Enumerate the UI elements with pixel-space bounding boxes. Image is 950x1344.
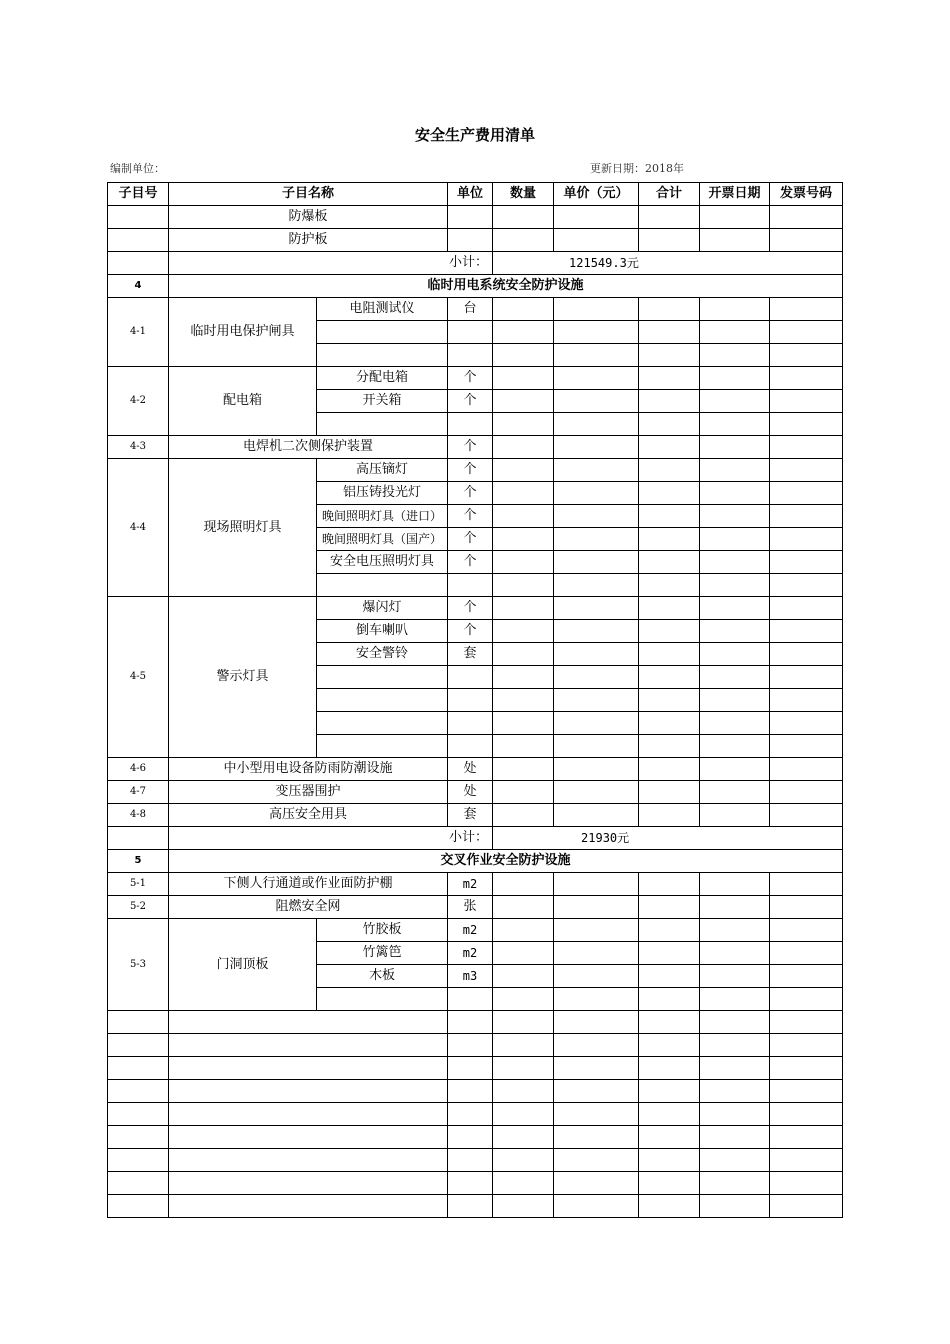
item-code: 4-1 <box>108 298 169 367</box>
empty-row <box>108 1195 843 1218</box>
unit: 个 <box>448 597 493 620</box>
sub-item: 竹胶板 <box>317 919 448 942</box>
subtotal-row <box>108 827 843 850</box>
subtotal-label: 小计： <box>169 827 493 850</box>
table-row <box>108 919 843 942</box>
empty-row <box>108 1011 843 1034</box>
item-name: 配电箱 <box>169 367 317 436</box>
unit: 个 <box>448 505 493 528</box>
sub-item: 分配电箱 <box>317 367 448 390</box>
unit: 处 <box>448 781 493 804</box>
table-row <box>108 206 843 229</box>
table-row <box>108 229 843 252</box>
subtotal-label: 小计： <box>169 252 493 275</box>
sub-item: 木板 <box>317 965 448 988</box>
unit: 个 <box>448 459 493 482</box>
section-row <box>108 275 843 298</box>
unit: 台 <box>448 298 493 321</box>
item-name: 阻燃安全网 <box>169 896 448 919</box>
item-name: 防爆板 <box>169 206 448 229</box>
item-code: 4-6 <box>108 758 169 781</box>
unit: 套 <box>448 643 493 666</box>
unit: 个 <box>448 620 493 643</box>
item-name: 门洞顶板 <box>169 919 317 1011</box>
table-row <box>108 896 843 919</box>
item-name: 电焊机二次侧保护装置 <box>169 436 448 459</box>
unit: 张 <box>448 896 493 919</box>
item-name: 下侧人行通道或作业面防护棚 <box>169 873 448 896</box>
subtotal-row <box>108 252 843 275</box>
page-title: 安全生产费用清单 <box>414 126 535 144</box>
sub-item: 爆闪灯 <box>317 597 448 620</box>
item-code: 5-3 <box>108 919 169 1011</box>
section-row <box>108 850 843 873</box>
unit: 个 <box>448 367 493 390</box>
item-code: 4-4 <box>108 459 169 597</box>
unit: m2 <box>448 942 493 965</box>
empty-row <box>108 1057 843 1080</box>
unit: 个 <box>448 551 493 574</box>
item-code: 5-2 <box>108 896 169 919</box>
sub-item: 高压镝灯 <box>317 459 448 482</box>
header-code: 子目号 <box>108 183 169 206</box>
item-name: 中小型用电设备防雨防潮设施 <box>169 758 448 781</box>
item-code: 5-1 <box>108 873 169 896</box>
sub-item: 倒车喇叭 <box>317 620 448 643</box>
expense-table <box>107 182 843 1218</box>
table-row <box>108 597 843 620</box>
unit: 处 <box>448 758 493 781</box>
item-code: 4-3 <box>108 436 169 459</box>
section-name: 交叉作业安全防护设施 <box>169 850 843 873</box>
item-code: 4-5 <box>108 597 169 758</box>
org-label: 编制单位： <box>110 162 165 175</box>
empty-row <box>108 1080 843 1103</box>
header-invoice-date: 开票日期 <box>700 183 770 206</box>
empty-row <box>108 1149 843 1172</box>
unit: m2 <box>448 919 493 942</box>
sub-item: 电阻测试仪 <box>317 298 448 321</box>
item-name: 临时用电保护闸具 <box>169 298 317 367</box>
table-row <box>108 781 843 804</box>
sub-item: 开关箱 <box>317 390 448 413</box>
item-code: 4-2 <box>108 367 169 436</box>
update-date: 更新日期：2018年 <box>590 162 684 175</box>
item-code: 4-8 <box>108 804 169 827</box>
header-qty: 数量 <box>493 183 554 206</box>
section-name: 临时用电系统安全防护设施 <box>169 275 843 298</box>
unit: 个 <box>448 482 493 505</box>
table-row <box>108 367 843 390</box>
section-no: 4 <box>108 275 169 298</box>
sub-item: 晚间照明灯具（国产） <box>317 528 448 551</box>
table-row <box>108 804 843 827</box>
header-row <box>108 183 843 206</box>
header-price: 单价（元） <box>554 183 639 206</box>
unit: m2 <box>448 873 493 896</box>
sub-item: 铝压铸投光灯 <box>317 482 448 505</box>
unit: 个 <box>448 436 493 459</box>
sub-item: 竹篱笆 <box>317 942 448 965</box>
table-row <box>108 459 843 482</box>
sub-item: 安全警铃 <box>317 643 448 666</box>
table-row <box>108 758 843 781</box>
table-row <box>108 436 843 459</box>
header-unit: 单位 <box>448 183 493 206</box>
unit: 个 <box>448 390 493 413</box>
subtotal-value: 21930元 <box>493 827 843 850</box>
item-name: 高压安全用具 <box>169 804 448 827</box>
header-invoice-no: 发票号码 <box>770 183 843 206</box>
table-row <box>108 298 843 321</box>
sub-item: 安全电压照明灯具 <box>317 551 448 574</box>
sub-item: 晚间照明灯具（进口） <box>317 505 448 528</box>
unit: m3 <box>448 965 493 988</box>
subtotal-value: 121549.3元 <box>493 252 843 275</box>
item-code: 4-7 <box>108 781 169 804</box>
item-name: 防护板 <box>169 229 448 252</box>
header-total: 合计 <box>639 183 700 206</box>
table-row <box>108 873 843 896</box>
item-name: 警示灯具 <box>169 597 317 758</box>
unit: 套 <box>448 804 493 827</box>
empty-row <box>108 1034 843 1057</box>
empty-row <box>108 1126 843 1149</box>
header-name: 子目名称 <box>169 183 448 206</box>
empty-row <box>108 1103 843 1126</box>
section-no: 5 <box>108 850 169 873</box>
item-name: 变压器围护 <box>169 781 448 804</box>
item-name: 现场照明灯具 <box>169 459 317 597</box>
unit: 个 <box>448 528 493 551</box>
empty-row <box>108 1172 843 1195</box>
